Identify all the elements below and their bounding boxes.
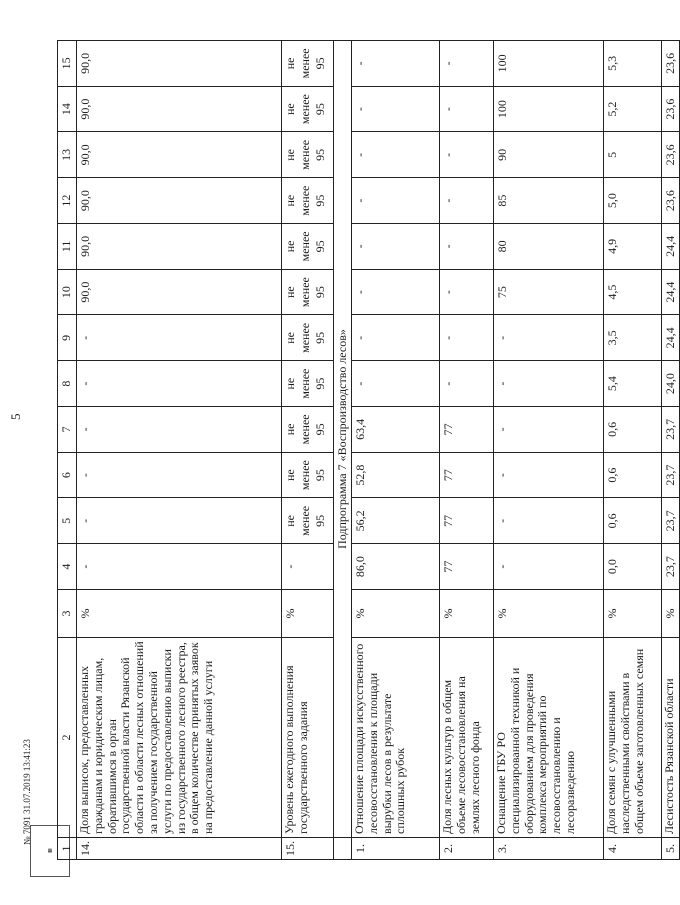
- value-cell: -: [494, 452, 604, 498]
- value-cell: 0,6: [604, 407, 662, 453]
- value-cell: 90,0: [77, 86, 282, 132]
- row-number: 1.: [352, 838, 440, 860]
- value-cell: 0,6: [604, 498, 662, 544]
- subprogram-row: [334, 41, 352, 860]
- value-cell: 80: [494, 224, 604, 270]
- column-header: 5: [58, 498, 77, 544]
- value-cell: 90,0: [77, 269, 282, 315]
- value-cell: не менее 95: [282, 452, 334, 498]
- value-cell: -: [494, 361, 604, 407]
- value-cell: -: [352, 224, 440, 270]
- value-cell: не менее 95: [282, 498, 334, 544]
- value-cell: не менее 95: [282, 41, 334, 87]
- value-cell: 5,2: [604, 86, 662, 132]
- value-cell: не менее 95: [282, 178, 334, 224]
- value-cell: 4,9: [604, 224, 662, 270]
- table-row: [440, 41, 494, 860]
- value-cell: -: [77, 315, 282, 361]
- value-cell: 85: [494, 178, 604, 224]
- subprogram-title: Подпрограмма 7 «Воспроизводство лесов»: [334, 41, 352, 838]
- value-cell: не менее 95: [282, 361, 334, 407]
- indicator-name: Отношение площади искусственного лесовосстановления к площади вырубки лесов в результате сплошных рубок: [352, 638, 440, 838]
- value-cell: -: [352, 86, 440, 132]
- value-cell: 23,7: [662, 544, 680, 590]
- value-cell: -: [352, 315, 440, 361]
- value-cell: 3,5: [604, 315, 662, 361]
- value-cell: 24,0: [662, 361, 680, 407]
- value-cell: -: [494, 407, 604, 453]
- value-cell: 63,4: [352, 407, 440, 453]
- registration-stamp: ▦: [30, 825, 70, 877]
- indicator-table-wrapper: [57, 40, 677, 860]
- value-cell: 90,0: [77, 132, 282, 178]
- value-cell: -: [440, 132, 494, 178]
- indicator-name: Оснащение ГБУ РО специализированной техникой и оборудованием для проведения комплекса мероприятий по лесовосстановлению и лесоразведению: [494, 638, 604, 838]
- column-header: 4: [58, 544, 77, 590]
- column-header: 1: [58, 838, 77, 860]
- column-header: 7: [58, 407, 77, 453]
- value-cell: -: [440, 315, 494, 361]
- unit-cell: %: [77, 590, 282, 638]
- value-cell: -: [352, 132, 440, 178]
- value-cell: 86,0: [352, 544, 440, 590]
- value-cell: -: [77, 361, 282, 407]
- indicator-name: Лесистость Рязанской области: [662, 638, 680, 838]
- value-cell: 23,7: [662, 452, 680, 498]
- header-row: [58, 41, 77, 860]
- column-header: 11: [58, 224, 77, 270]
- value-cell: -: [494, 544, 604, 590]
- unit-cell: %: [440, 590, 494, 638]
- column-header: 9: [58, 315, 77, 361]
- value-cell: -: [440, 41, 494, 87]
- unit-cell: %: [604, 590, 662, 638]
- indicator-name: Доля семян с улучшенными наследственными свойствами в общем объеме заготовленных семян: [604, 638, 662, 838]
- column-header: 12: [58, 178, 77, 224]
- value-cell: не менее 95: [282, 407, 334, 453]
- value-cell: 5,0: [604, 178, 662, 224]
- value-cell: 90,0: [77, 178, 282, 224]
- value-cell: 77: [440, 544, 494, 590]
- value-cell: 77: [440, 407, 494, 453]
- row-number: 14.: [77, 838, 282, 860]
- indicator-name: Уровень ежегодного выполнения государственного задания: [282, 638, 334, 838]
- value-cell: 0,6: [604, 452, 662, 498]
- table-row: [77, 41, 282, 860]
- value-cell: 23,6: [662, 41, 680, 87]
- table-row: [352, 41, 440, 860]
- value-cell: 5: [604, 132, 662, 178]
- value-cell: 5,4: [604, 361, 662, 407]
- value-cell: -: [494, 498, 604, 544]
- value-cell: -: [440, 86, 494, 132]
- value-cell: 77: [440, 498, 494, 544]
- value-cell: не менее 95: [282, 269, 334, 315]
- row-number: 4.: [604, 838, 662, 860]
- row-number: 2.: [440, 838, 494, 860]
- value-cell: 100: [494, 86, 604, 132]
- value-cell: -: [352, 269, 440, 315]
- value-cell: -: [352, 41, 440, 87]
- value-cell: 24,4: [662, 315, 680, 361]
- indicator-name: Доля лесных культур в общем объеме лесовосстановления на землях лесного фонда: [440, 638, 494, 838]
- value-cell: 24,4: [662, 224, 680, 270]
- value-cell: 75: [494, 269, 604, 315]
- value-cell: -: [494, 315, 604, 361]
- value-cell: -: [77, 407, 282, 453]
- unit-cell: %: [282, 590, 334, 638]
- table-row: [282, 41, 334, 860]
- row-number: 15.: [282, 838, 334, 860]
- column-header: 8: [58, 361, 77, 407]
- unit-cell: %: [494, 590, 604, 638]
- value-cell: -: [77, 498, 282, 544]
- value-cell: не менее 95: [282, 224, 334, 270]
- row-number: 5.: [662, 838, 680, 860]
- value-cell: -: [440, 269, 494, 315]
- unit-cell: %: [662, 590, 680, 638]
- table-row: [604, 41, 662, 860]
- value-cell: 5,3: [604, 41, 662, 87]
- value-cell: 4,5: [604, 269, 662, 315]
- value-cell: 77: [440, 452, 494, 498]
- page-number: 5: [8, 413, 23, 420]
- table-row: [494, 41, 604, 860]
- value-cell: не менее 95: [282, 315, 334, 361]
- value-cell: 23,6: [662, 86, 680, 132]
- value-cell: 23,6: [662, 132, 680, 178]
- value-cell: -: [282, 544, 334, 590]
- indicator-table: [57, 40, 680, 860]
- column-header: 10: [58, 269, 77, 315]
- value-cell: 23,7: [662, 498, 680, 544]
- value-cell: 90,0: [77, 224, 282, 270]
- value-cell: 23,7: [662, 407, 680, 453]
- value-cell: 0,0: [604, 544, 662, 590]
- value-cell: -: [352, 361, 440, 407]
- subprogram-blank-cell: [334, 838, 352, 860]
- value-cell: -: [440, 224, 494, 270]
- row-number: 3.: [494, 838, 604, 860]
- value-cell: 52,8: [352, 452, 440, 498]
- value-cell: -: [77, 452, 282, 498]
- value-cell: 56,2: [352, 498, 440, 544]
- column-header: 15: [58, 41, 77, 87]
- value-cell: 100: [494, 41, 604, 87]
- unit-cell: %: [352, 590, 440, 638]
- column-header: 13: [58, 132, 77, 178]
- column-header: 2: [58, 638, 77, 838]
- value-cell: -: [440, 361, 494, 407]
- value-cell: 90: [494, 132, 604, 178]
- value-cell: -: [440, 178, 494, 224]
- table-row: [662, 41, 680, 860]
- column-header: 6: [58, 452, 77, 498]
- registration-footer: № 7091 31.07.2019 13:41:23: [22, 739, 32, 845]
- indicator-name: Доля выписок, предоставленных гражданам и юридическим лицам, обратившимся в орган государственной власти Рязанской области в области лесных отношений за получением государственной услуги по предоставлению выписки из государственного лесного реестра, в общем количестве принятых заявок на предоставление данной услуги: [77, 638, 282, 838]
- value-cell: 24,4: [662, 269, 680, 315]
- value-cell: не менее 95: [282, 86, 334, 132]
- value-cell: 23,6: [662, 178, 680, 224]
- value-cell: -: [352, 178, 440, 224]
- value-cell: -: [77, 544, 282, 590]
- value-cell: не менее 95: [282, 132, 334, 178]
- column-header: 14: [58, 86, 77, 132]
- column-header: 3: [58, 590, 77, 638]
- value-cell: 90,0: [77, 41, 282, 87]
